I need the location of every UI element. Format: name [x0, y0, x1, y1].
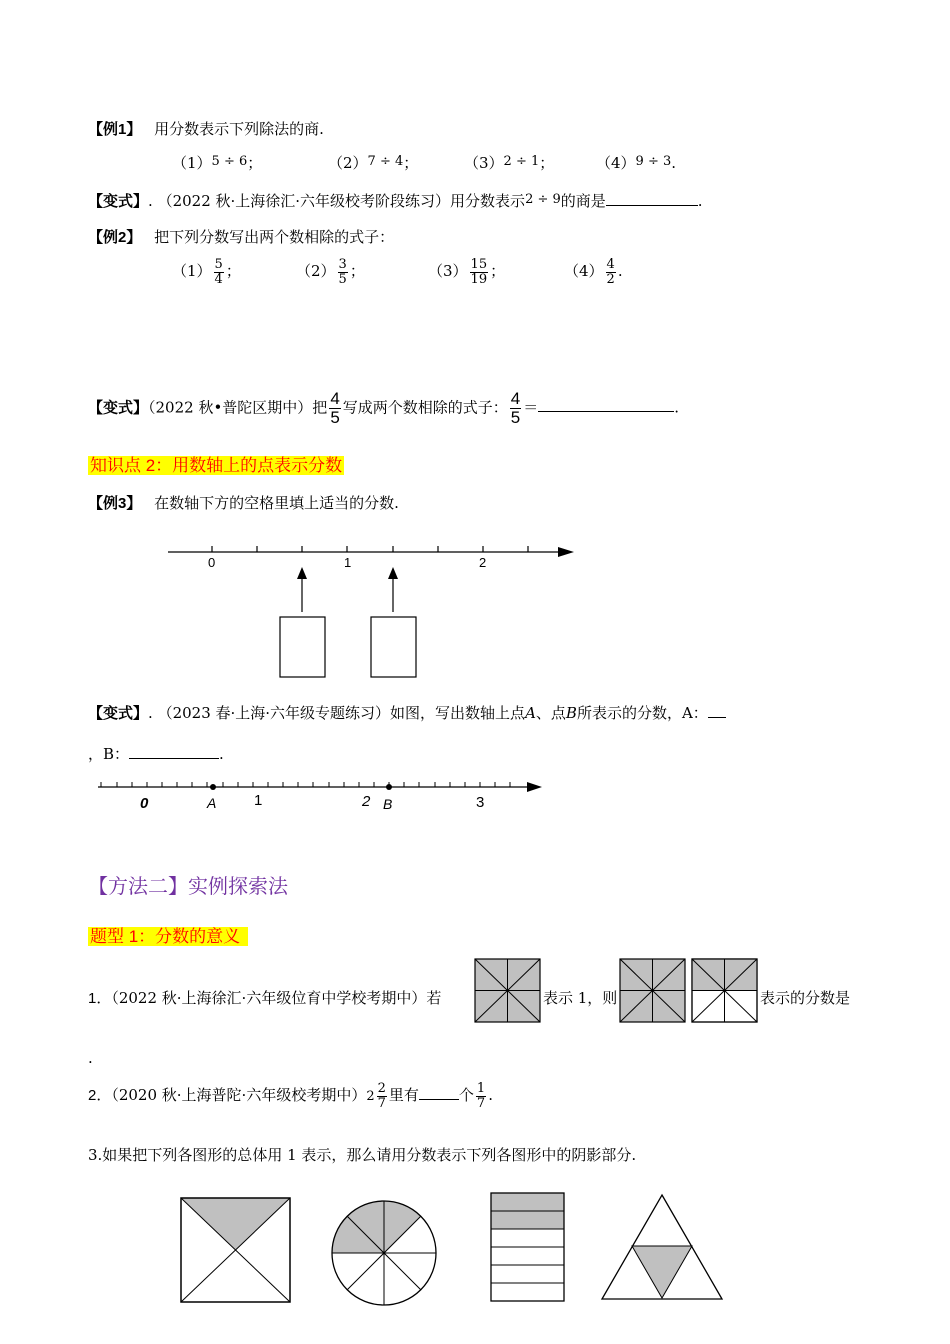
answer-blank[interactable] — [538, 411, 674, 412]
variant-3-line: 【变式】. （2023 春·上海·六年级专题练习）如图，写出数轴上点A、点B所表示的分数，A： — [88, 702, 726, 723]
answer-blank-b[interactable] — [129, 758, 219, 759]
answer-blank[interactable] — [419, 1099, 459, 1100]
knowledge-point-2-heading: 知识点 2：用数轴上的点表示分数 — [90, 456, 343, 475]
example-label: 【例1】 — [88, 121, 142, 138]
variant-1-line: 【变式】. （2022 秋·上海徐汇·六年级校考阶段练习）用分数表示2 ÷ 9的商是 . — [88, 192, 703, 210]
question-1-middle-text: 表示 1，则 — [543, 989, 618, 1007]
shape-circle-sectors — [329, 1198, 439, 1308]
axis-label-3: 3 — [476, 794, 485, 811]
point-b-dot — [386, 784, 392, 790]
example-2-line: 【例2】 把下列分数写出两个数相除的式子： — [88, 228, 395, 246]
question-1-source: 1．（2022 秋·上海徐汇·六年级位育中学校考期中）若 — [88, 989, 442, 1007]
shape-triangle — [599, 1193, 727, 1303]
number-line-example-3 — [160, 538, 580, 682]
square-fully-shaded — [474, 958, 542, 1024]
ex1-item-4: （4）9 ÷ 3. — [596, 154, 677, 172]
example-3-line: 【例3】 在数轴下方的空格里填上适当的分数. — [88, 494, 399, 512]
arrowhead — [527, 782, 542, 792]
ex1-item-1: （1）5 ÷ 6； — [172, 154, 263, 172]
variant-3-line-2: ，B： . — [88, 745, 224, 763]
answer-blank-a[interactable] — [708, 717, 726, 718]
axis-label-0: 0 — [208, 555, 216, 570]
ex2-item-3: （3） $\frac{15}{19}$ ； — [428, 257, 506, 287]
square-fully-shaded-2 — [619, 958, 687, 1024]
ex2-item-1: （1） $\frac{5}{4}$ ； — [172, 257, 241, 287]
question-2-line: 2．（2020 秋·上海普陀·六年级校考期中）2 $\frac{2}{7}$ 里有 个 $\frac{1}{7}$ . — [88, 1081, 493, 1111]
ex1-item-3: （3）2 ÷ 1； — [464, 154, 555, 172]
tick-marks — [212, 546, 528, 552]
square-partly-shaded — [691, 958, 759, 1024]
variant-2-line: 【变式】（2022 秋•普陀区期中）把 $\frac{4}{5}$ 写成两个数相除的式子： $\frac{4}{5}$ ＝ . — [88, 389, 680, 427]
axis-label-0: 0 — [140, 795, 149, 812]
question-1-end: . — [88, 1049, 93, 1067]
ex2-item-4: （4） $\frac{4}{2}$ . — [564, 257, 623, 287]
axis-label-1: 1 — [344, 555, 352, 570]
question-1-suffix: 表示的分数是 — [760, 989, 851, 1007]
ex2-item-2: （2） $\frac{3}{5}$ ； — [296, 257, 365, 287]
point-b-label: B — [383, 796, 393, 812]
point-a-dot — [210, 784, 216, 790]
method-2-heading: 【方法二】实例探索法 — [88, 874, 288, 898]
type-1-heading: 题型 1：分数的意义 — [88, 922, 248, 947]
arrowhead — [558, 547, 574, 557]
tick-marks — [101, 782, 510, 787]
axis-label-2: 2 — [479, 555, 487, 570]
answer-box-2[interactable] — [371, 617, 416, 677]
axis-label-2: 2 — [362, 793, 371, 810]
question-3-line: 3.如果把下列各图形的总体用 1 表示，那么请用分数表示下列各图形中的阴影部分. — [88, 1146, 637, 1164]
point-a-label: A — [207, 795, 217, 811]
answer-blank[interactable] — [606, 205, 698, 206]
answer-box-1[interactable] — [280, 617, 325, 677]
shape-striped-rectangle — [489, 1191, 567, 1305]
axis-label-1: 1 — [254, 792, 263, 809]
example-1-line — [88, 118, 324, 139]
shape-square-quarter — [179, 1196, 293, 1306]
number-line-variant-3 — [94, 776, 546, 816]
example-prompt: 用分数表示下列除法的商. — [154, 120, 324, 138]
ex1-item-2: （2）7 ÷ 4； — [328, 154, 419, 172]
